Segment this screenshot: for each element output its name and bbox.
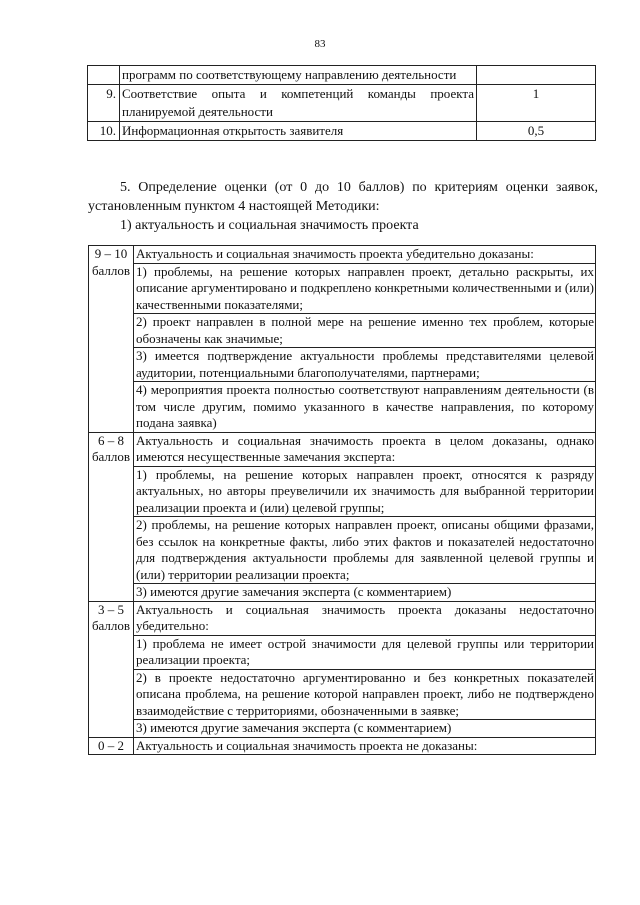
criterion-text: Информационная открытость заявителя: [120, 122, 477, 141]
row-number: 10.: [88, 122, 120, 141]
score-row: [89, 601, 596, 737]
table-row: [88, 122, 596, 141]
criterion-text: Соответствие опыта и компетенций команды проекта планируемой деятельности: [120, 85, 477, 122]
description-paragraph: Актуальность и социальная значимость проекта не доказаны:: [136, 737, 478, 753]
description-paragraph: 4) мероприятия проекта полностью соответствуют направлениям деятельности (в том числе другим, помимо указанного в качестве направления, по которому подана заявка): [136, 382, 594, 430]
description-paragraph: 2) в проекте недостаточно аргументированно и без конкретных показателей описана проблема, на решение которой направлен проект, либо не подтверждено взаимодействие с территориями, обозначенными в заявке;: [134, 670, 595, 721]
section-intro: 5. Определение оценки (от 0 до 10 баллов) по критериям оценки заявок, установленным пунктом 4 настоящей Методики:: [88, 180, 598, 214]
score-range: 3 – 5 баллов: [89, 601, 134, 737]
description-paragraph: Актуальность и социальная значимость проекта в целом доказаны, однако имеются несущественные замечания эксперта:: [134, 433, 595, 467]
criterion-value: [477, 66, 596, 85]
score-range: 9 – 10 баллов: [89, 246, 134, 433]
score-description: [134, 246, 596, 433]
description-paragraph: Актуальность и социальная значимость проекта убедительно доказаны:: [134, 246, 595, 264]
section-text: [88, 178, 598, 235]
table-row: [88, 66, 596, 85]
row-number: 9.: [88, 85, 120, 122]
criteria-table: [87, 65, 596, 141]
score-row: [89, 246, 596, 433]
page-number: 83: [314, 38, 326, 50]
score-range: 6 – 8 баллов: [89, 432, 134, 601]
score-range: 0 – 2: [89, 737, 134, 755]
criterion-value: 0,5: [477, 122, 596, 141]
score-description: [134, 601, 596, 737]
score-row: [89, 737, 596, 755]
score-row: [89, 432, 596, 601]
score-description: [134, 432, 596, 601]
description-paragraph: 2) проблемы, на решение которых направлен проект, описаны общими фразами, без ссылок на конкретные факты, либо этих фактов и показателей недостаточно для подтверждения актуальности проблемы для заявленной целевой группы и (или) территории реализации проекта;: [134, 517, 595, 584]
criterion-text: программ по соответствующему направлению деятельности: [120, 66, 477, 85]
description-paragraph: 2) проект направлен в полной мере на решение именно тех проблем, которые обозначены как значимые;: [134, 314, 595, 348]
description-paragraph: 1) проблемы, на решение которых направлен проект, относятся к разряду актуальных, но авторы преувеличили их значимость для выбранной территории реализации проекта и (или) целевой группы;: [134, 467, 595, 518]
row-number: [88, 66, 120, 85]
description-paragraph: 3) имеется подтверждение актуальности проблемы представителями целевой аудитории, потенциальными благополучателями, партнерами;: [134, 348, 595, 382]
score-table: [88, 245, 596, 755]
description-paragraph: 1) проблема не имеет острой значимости для целевой группы или территории реализации проекта;: [134, 636, 595, 670]
criterion-value: 1: [477, 85, 596, 122]
table-row: [88, 85, 596, 122]
score-description: [134, 737, 596, 755]
description-paragraph: 3) имеются другие замечания эксперта (с комментарием): [136, 720, 452, 735]
section-item: 1) актуальность и социальная значимость проекта: [120, 218, 419, 233]
description-paragraph: 1) проблемы, на решение которых направлен проект, детально раскрыты, их описание аргументировано и подкреплено конкретными количественными и (или) качественными показателями;: [134, 264, 595, 315]
description-paragraph: 3) имеются другие замечания эксперта (с комментарием): [136, 584, 452, 599]
description-paragraph: Актуальность и социальная значимость проекта доказаны недостаточно убедительно:: [134, 602, 595, 636]
